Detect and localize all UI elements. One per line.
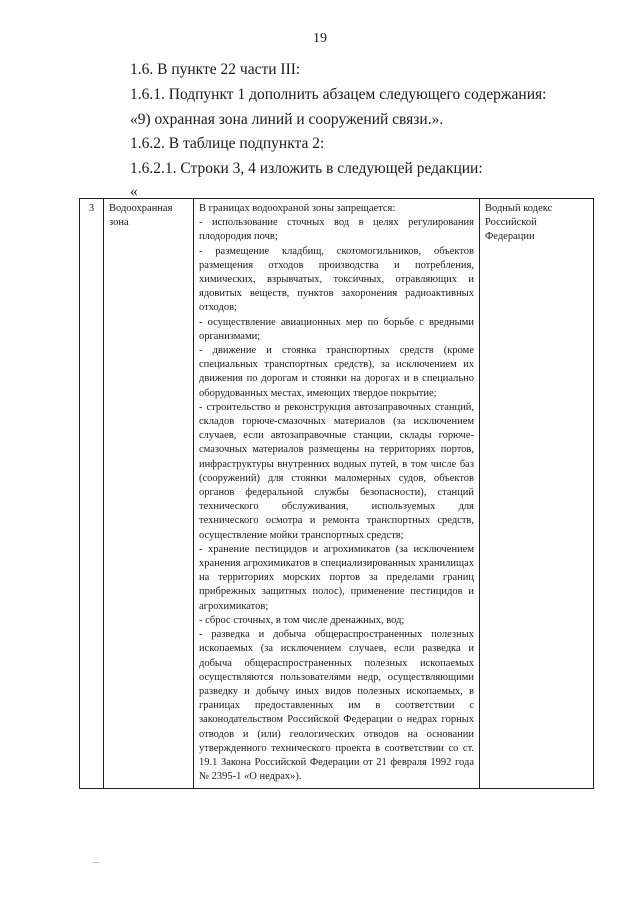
restriction-paragraph: - хранение пестицидов и агрохимикатов (за исключением хранения агрохимикатов в специализированных хранилищах на территориях морских портов за пределами границ прибрежных защитных полос), применение пестицидов и агрохимикатов; <box>199 543 474 612</box>
legal-source-cell: Водный кодекс Российской Федерации <box>480 199 594 789</box>
zone-name-cell: Водоохранная зона <box>104 199 194 789</box>
intro-line-1-6-2-1: 1.6.2.1. Строки 3, 4 изложить в следующей редакции: <box>130 160 483 178</box>
restriction-paragraph: - осуществление авиационных мер по борьбе с вредными организмами; <box>199 316 474 342</box>
restriction-paragraph: - разведка и добыча общераспространенных полезных ископаемых (за исключением случаев, если разведка и добыча общераспространенных полезных ископаемых осуществляются пользователями недр, осуществляющими разведку и добычу иных видов полезных ископаемых, в границах предоставленных им в соответствии с законодательством Российской Федерации о недрах горных отводов и (или) геологических отводов на основании утвержденного технического проекта в соответствии со ст. 19.1 Закона Российской Федерации от 21 февраля 1992 года № 2395-1 «О недрах»). <box>199 629 474 783</box>
intro-line-1-6-2: 1.6.2. В таблице подпункта 2: <box>130 135 325 153</box>
opening-quote-mark: « <box>130 182 138 200</box>
restriction-paragraph: - использование сточных вод в целях регулирования плодородия почв; <box>199 217 474 243</box>
restriction-paragraph: - размещение кладбищ, скотомогильников, объектов размещения отходов производства и потребления, химических, взрывчатых, токсичных, отравляющих и ядовитых веществ, пунктов захоронения радиоактивных отходов; <box>199 245 474 314</box>
table-row <box>80 199 594 789</box>
amendment-intro <box>130 58 600 202</box>
restriction-paragraph: - сброс сточных, в том числе дренажных, вод; <box>199 614 405 626</box>
page-number: 19 <box>313 31 327 46</box>
restrictions-text <box>199 202 474 784</box>
restriction-paragraph: - движение и стоянка транспортных средств (кроме специальных транспортных средств), за исключением их движения по дорогам и стоянки на дорогах и в специально оборудованных местах, имеющих твердое покрытие; <box>199 345 474 399</box>
scan-mark <box>93 862 99 863</box>
row-number-cell: 3 <box>80 199 104 789</box>
intro-line-1-6-1: 1.6.1. Подпункт 1 дополнить абзацем следующего содержания: <box>130 85 547 103</box>
zones-table <box>79 198 594 789</box>
restrictions-cell <box>194 199 480 789</box>
intro-line-1-6: 1.6. В пункте 22 части III: <box>130 61 301 78</box>
restriction-paragraph: В границах водоохраной зоны запрещается: <box>199 203 396 214</box>
restriction-paragraph: - строительство и реконструкция автозаправочных станций, складов горюче-смазочных материалов (за исключением случаев, если автозаправочные станции, склады горюче-смазочных материалов размещены на территориях портов, инфраструктуры внутренних водных путей, в том числе баз (сооружений) для стоянки маломерных судов, объектов органов федеральной службы безопасности), станций технического обслуживания, используемых для технического осмотра и ремонта транспортных средств, осуществление мойки транспортных средств; <box>199 401 474 541</box>
intro-line-item-9: «9) охранная зона линий и сооружений связи.». <box>130 110 444 128</box>
